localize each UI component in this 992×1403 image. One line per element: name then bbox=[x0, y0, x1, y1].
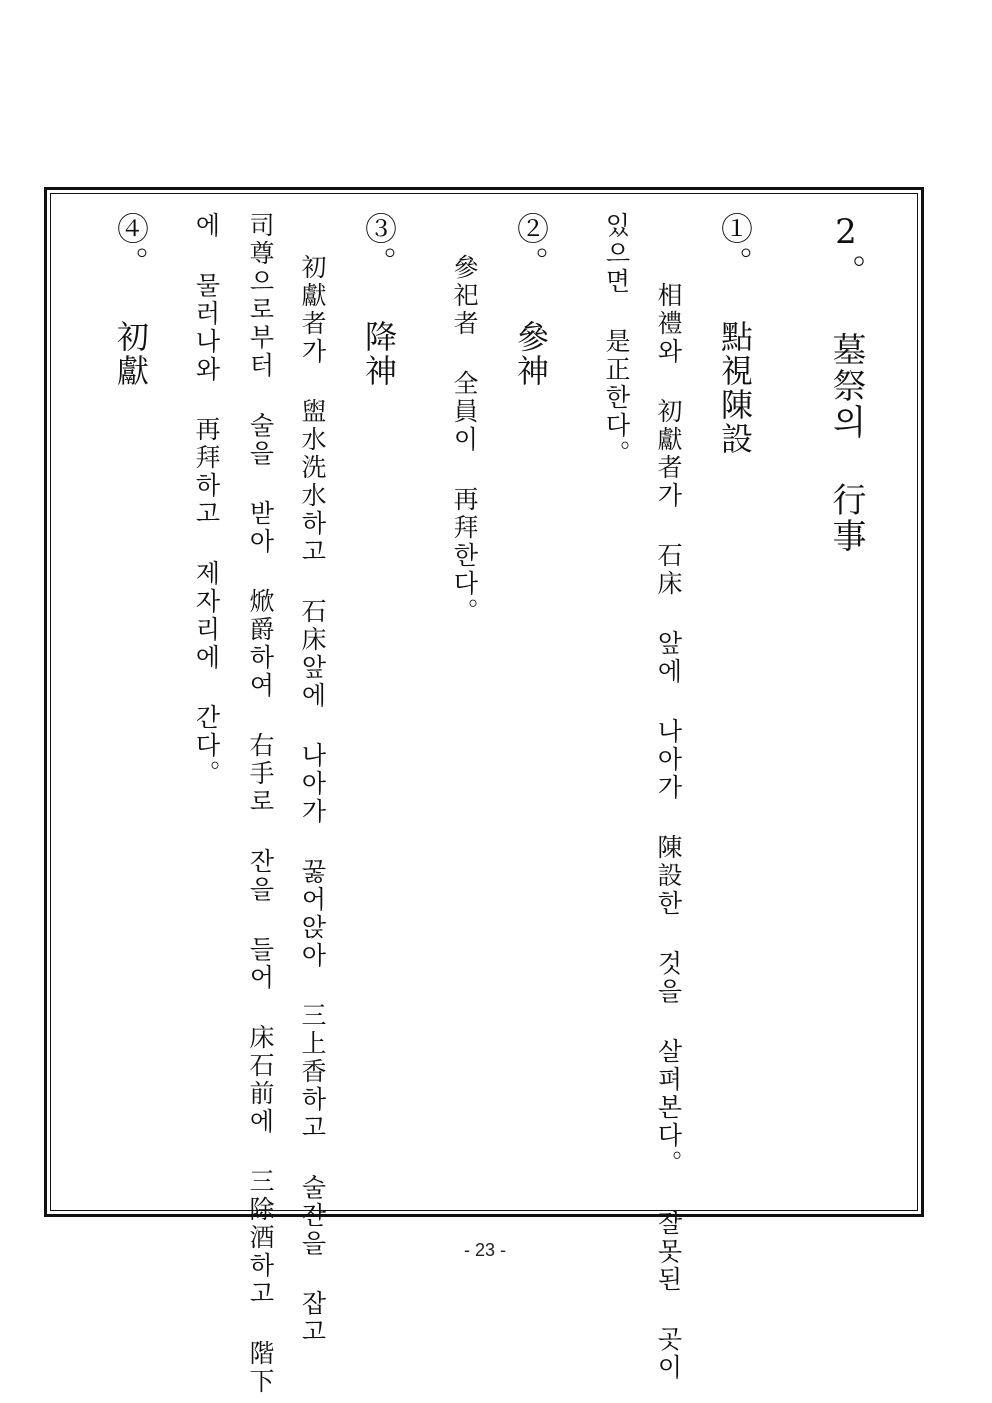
step-3-line-2: 司尊으로부터 술을 받아 焮爵하여 右手로 잔을 들어 床石前에 三除酒하고 階下 bbox=[246, 212, 275, 1396]
step-2-line-1: 參祀者 全員이 再拜한다。 bbox=[450, 254, 479, 626]
step-2-heading: ②。 參神 bbox=[512, 212, 550, 388]
page-number: - 23 - bbox=[463, 1240, 506, 1260]
section-title: 2。 墓祭의 行事 bbox=[826, 212, 866, 554]
step-1-line-2: 있으면 是正한다。 bbox=[602, 212, 631, 468]
step-4-heading: ④。 初獻 bbox=[112, 212, 150, 388]
step-1-line-1: 相禮와 初獻者가 石床 앞에 나아가 陳設한 것을 살펴본다。 잘못된 곳이 bbox=[654, 282, 683, 1382]
step-3-line-3: 에 물러나와 再拜하고 제자리에 간다。 bbox=[192, 212, 221, 788]
step-3-heading: ③。 降神 bbox=[360, 212, 398, 388]
step-3-line-1: 初獻者가 盥水洗水하고 石床앞에 나아가 꿇어앉아 三上香하고 술잔을 잡고 bbox=[298, 254, 327, 1346]
step-1-heading: ①。 點視陳設 bbox=[716, 212, 754, 456]
